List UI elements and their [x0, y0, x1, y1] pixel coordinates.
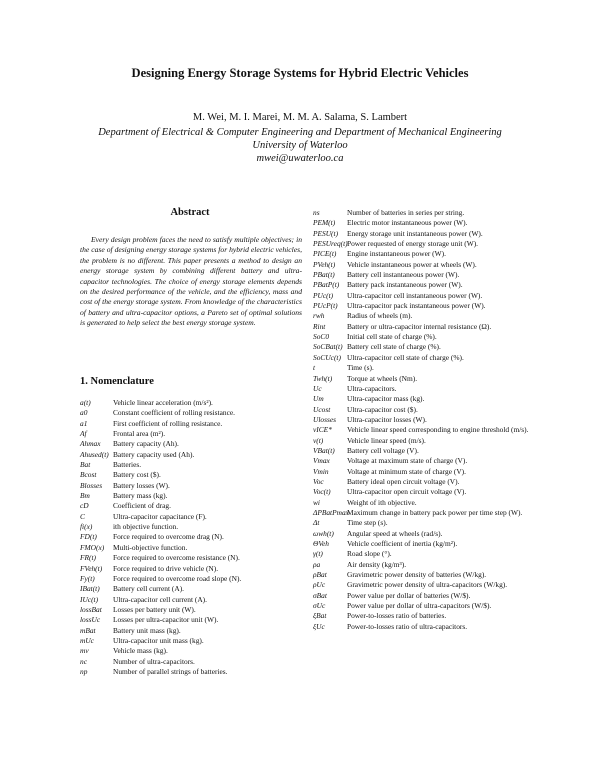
- nomenclature-entry: [80, 646, 304, 656]
- nomenclature-definition: Electric motor instantaneous power (W).: [347, 218, 468, 228]
- nomenclature-entry: [313, 446, 531, 456]
- nomenclature-definition: Gravimetric power density of batteries (W/kg).: [347, 570, 487, 580]
- nomenclature-symbol: lossUc: [80, 615, 101, 625]
- nomenclature-definition: Force required to overcome road slope (N).: [113, 573, 242, 583]
- nomenclature-symbol: FVeh(t): [80, 563, 103, 573]
- nomenclature-entry: [80, 450, 304, 460]
- nomenclature-symbol: VBat(t): [313, 445, 335, 455]
- nomenclature-symbol: mBat: [80, 625, 96, 635]
- nomenclature-symbol: σUc: [313, 601, 326, 611]
- nomenclature-symbol: ρUc: [313, 580, 326, 590]
- nomenclature-entry: [313, 622, 531, 632]
- nomenclature-entry: [80, 408, 304, 418]
- nomenclature-definition: Ultra-capacitor open circuit voltage (V).: [347, 487, 467, 497]
- nomenclature-symbol: Um: [313, 394, 324, 404]
- nomenclature-symbol: PVeh(t): [313, 259, 336, 269]
- nomenclature-definition: Ultra-capacitor capacitance (F).: [113, 511, 207, 521]
- abstract-heading: Abstract: [170, 207, 210, 218]
- nomenclature-definition: Ultra-capacitor pack instantaneous power (W).: [347, 301, 486, 311]
- nomenclature-entry: [313, 208, 531, 218]
- nomenclature-definition: Battery capacity (Ah).: [113, 439, 179, 449]
- nomenclature-entry: [313, 601, 531, 611]
- nomenclature-entry: [313, 394, 531, 404]
- nomenclature-definition: Power-to-losses ratio of batteries.: [347, 611, 447, 621]
- nomenclature-entry: [313, 467, 531, 477]
- nomenclature-definition: Ultra-capacitor cell state of charge (%).: [347, 352, 464, 362]
- nomenclature-definition: Power requested of energy storage unit (W).: [347, 239, 479, 249]
- nomenclature-definition: Number of ultra-capacitors.: [113, 656, 195, 666]
- nomenclature-symbol: PUcP(t): [313, 301, 338, 311]
- nomenclature-definition: Number of parallel strings of batteries.: [113, 666, 228, 676]
- nomenclature-symbol: ρa: [313, 559, 321, 569]
- nomenclature-symbol: ωwh(t): [313, 528, 334, 538]
- nomenclature-definition: Maximum change in battery pack power per time step (W).: [347, 507, 523, 517]
- nomenclature-symbol: cD: [80, 501, 89, 511]
- nomenclature-symbol: Fy(t): [80, 573, 95, 583]
- nomenclature-symbol: Vmax: [313, 456, 330, 466]
- nomenclature-entry: [313, 218, 531, 228]
- nomenclature-definition: Time (s).: [347, 363, 374, 373]
- nomenclature-symbol: Twh(t): [313, 373, 333, 383]
- nomenclature-symbol: lossBat: [80, 604, 102, 614]
- nomenclature-definition: Multi-objective function.: [113, 542, 188, 552]
- nomenclature-symbol: FD(t): [80, 532, 97, 542]
- nomenclature-symbol: Rint: [313, 321, 326, 331]
- nomenclature-definition: Gravimetric power density of ultra-capacitors (W/kg).: [347, 580, 508, 590]
- nomenclature-entry: [313, 405, 531, 415]
- nomenclature-entry: [313, 280, 531, 290]
- nomenclature-definition: Battery pack instantaneous power (W).: [347, 280, 463, 290]
- nomenclature-definition: Coefficient of drag.: [113, 501, 171, 511]
- nomenclature-entry: [313, 311, 531, 321]
- nomenclature-definition: Battery unit mass (kg).: [113, 625, 181, 635]
- paper-title: Designing Energy Storage Systems for Hybrid Electric Vehicles: [131, 66, 469, 80]
- university: University of Waterloo: [252, 140, 348, 151]
- nomenclature-entry: [313, 322, 531, 332]
- nomenclature-symbol: mv: [80, 646, 89, 656]
- nomenclature-definition: Losses per battery unit (W).: [113, 604, 196, 614]
- nomenclature-entry: [313, 415, 531, 425]
- nomenclature-entry: [313, 591, 531, 601]
- nomenclature-entry: [313, 560, 531, 570]
- nomenclature-definition: Ultra-capacitor losses (W).: [347, 414, 427, 424]
- nomenclature-symbol: np: [80, 666, 88, 676]
- nomenclature-entry: [80, 398, 304, 408]
- nomenclature-symbol: IUc(t): [80, 594, 99, 604]
- nomenclature-entry: [313, 332, 531, 342]
- nomenclature-symbol: Blosses: [80, 480, 103, 490]
- nomenclature-entry: [80, 615, 304, 625]
- nomenclature-definition: Ultra-capacitor mass (kg).: [347, 394, 425, 404]
- nomenclature-symbol: Bcost: [80, 470, 97, 480]
- nomenclature-symbol: FMO(x): [80, 542, 105, 552]
- nomenclature-entry: [313, 518, 531, 528]
- nomenclature-definition: ith objective function.: [113, 522, 179, 532]
- nomenclature-entry: [313, 249, 531, 259]
- nomenclature-definition: Radius of wheels (m).: [347, 311, 413, 321]
- nomenclature-symbol: IBat(t): [80, 584, 100, 594]
- nomenclature-entry: [80, 419, 304, 429]
- nomenclature-entry: [80, 501, 304, 511]
- nomenclature-symbol: PESU(t): [313, 228, 339, 238]
- nomenclature-symbol: Ulosses: [313, 414, 336, 424]
- nomenclature-symbol: PBat(t): [313, 270, 335, 280]
- nomenclature-entry: [80, 522, 304, 532]
- nomenclature-symbol: ns: [313, 208, 320, 217]
- affiliation: [0, 126, 600, 165]
- nomenclature-definition: Vehicle mass (kg).: [113, 646, 168, 656]
- nomenclature-entry: [313, 539, 531, 549]
- nomenclature-symbol: nc: [80, 656, 87, 666]
- nomenclature-entry: [313, 363, 531, 373]
- nomenclature-symbol: ΘVeh: [313, 539, 330, 548]
- nomenclature-entry: [80, 636, 304, 646]
- nomenclature-entry: [313, 342, 531, 352]
- nomenclature-symbol: SoCBat(t): [313, 342, 343, 352]
- nomenclature-entry: [313, 353, 531, 363]
- department: Department of Electrical & Computer Engineering and Department of Mechanical Engineering: [98, 127, 502, 138]
- nomenclature-entry: [313, 270, 531, 280]
- nomenclature-entry: [80, 532, 304, 542]
- nomenclature-definition: Ultra-capacitors.: [347, 383, 397, 393]
- nomenclature-symbol: PBatP(t): [313, 280, 340, 290]
- nomenclature-entry: [80, 605, 304, 615]
- nomenclature-list-right: [313, 208, 531, 632]
- nomenclature-symbol: fi(x): [80, 522, 93, 532]
- nomenclature-entry: [313, 570, 531, 580]
- nomenclature-symbol: PESUreq(t): [313, 239, 348, 249]
- nomenclature-definition: Ultra-capacitor cell current (A).: [113, 594, 207, 604]
- nomenclature-symbol: C: [80, 511, 85, 521]
- nomenclature-symbol: PEM(t): [313, 218, 336, 228]
- email: mwei@uwaterloo.ca: [256, 153, 344, 164]
- nomenclature-symbol: FR(t): [80, 553, 97, 563]
- nomenclature-definition: Power-to-losses ratio of ultra-capacitors.: [347, 621, 468, 631]
- nomenclature-definition: First coefficient of rolling resistance.: [113, 418, 223, 428]
- nomenclature-entry: [80, 460, 304, 470]
- nomenclature-entry: [313, 301, 531, 311]
- nomenclature-entry: [80, 512, 304, 522]
- nomenclature-definition: Battery cost ($).: [113, 470, 161, 480]
- nomenclature-definition: Batteries.: [113, 460, 142, 470]
- nomenclature-entry: [313, 611, 531, 621]
- nomenclature-definition: Torque at wheels (Nm).: [347, 373, 418, 383]
- nomenclature-entry: [80, 543, 304, 553]
- nomenclature-entry: [313, 260, 531, 270]
- nomenclature-entry: [80, 553, 304, 563]
- nomenclature-entry: [313, 436, 531, 446]
- nomenclature-definition: Constant coefficient of rolling resistance.: [113, 408, 235, 418]
- nomenclature-symbol: mUc: [80, 635, 94, 645]
- nomenclature-symbol: ξUc: [313, 621, 325, 631]
- nomenclature-entry: [313, 291, 531, 301]
- nomenclature-definition: Power value per dollar of ultra-capacitors (W/$).: [347, 601, 492, 611]
- nomenclature-symbol: Ucost: [313, 404, 331, 414]
- nomenclature-symbol: SoCUc(t): [313, 352, 341, 362]
- nomenclature-entry: [313, 456, 531, 466]
- nomenclature-definition: Losses per ultra-capacitor unit (W).: [113, 615, 219, 625]
- nomenclature-entry: [313, 239, 531, 249]
- nomenclature-definition: Battery capacity used (Ah).: [113, 449, 195, 459]
- nomenclature-definition: Battery ideal open circuit voltage (V).: [347, 476, 460, 486]
- nomenclature-entry: [313, 580, 531, 590]
- nomenclature-entry: [313, 487, 531, 497]
- nomenclature-definition: Angular speed at wheels (rad/s).: [347, 528, 443, 538]
- nomenclature-definition: Battery cell current (A).: [113, 584, 184, 594]
- nomenclature-entry: [313, 425, 531, 435]
- nomenclature-symbol: rwh: [313, 311, 325, 321]
- nomenclature-entry: [313, 529, 531, 539]
- nomenclature-symbol: ξBat: [313, 611, 327, 621]
- nomenclature-symbol: a(t): [80, 398, 91, 407]
- nomenclature-symbol: PICE(t): [313, 249, 337, 259]
- nomenclature-definition: Vehicle linear acceleration (m/s²).: [113, 398, 213, 407]
- nomenclature-entry: [313, 508, 531, 518]
- nomenclature-definition: Weight of ith objective.: [347, 497, 417, 507]
- nomenclature-definition: Battery mass (kg).: [113, 491, 168, 501]
- nomenclature-entry: [80, 491, 304, 501]
- nomenclature-entry: [80, 429, 304, 439]
- nomenclature-entry: [80, 564, 304, 574]
- nomenclature-definition: Battery cell state of charge (%).: [347, 342, 441, 352]
- nomenclature-definition: Energy storage unit instantaneous power (W).: [347, 228, 483, 238]
- nomenclature-symbol: γ(t): [313, 549, 323, 559]
- nomenclature-entry: [313, 229, 531, 239]
- nomenclature-entry: [80, 574, 304, 584]
- nomenclature-entry: [80, 439, 304, 449]
- nomenclature-symbol: Voc: [313, 476, 324, 486]
- nomenclature-definition: Road slope (°).: [347, 549, 392, 559]
- nomenclature-symbol: v(t): [313, 435, 324, 445]
- nomenclature-entry: [313, 498, 531, 508]
- nomenclature-symbol: Ahmax: [80, 439, 101, 449]
- nomenclature-symbol: Uc: [313, 383, 322, 393]
- nomenclature-entry: [313, 384, 531, 394]
- nomenclature-symbol: a1: [80, 418, 88, 428]
- nomenclature-list-left: [80, 398, 304, 677]
- nomenclature-definition: Ultra-capacitor unit mass (kg).: [113, 635, 204, 645]
- nomenclature-symbol: σBat: [313, 590, 327, 600]
- nomenclature-symbol: Voc(t): [313, 487, 331, 497]
- nomenclature-definition: Force required to overcome resistance (N).: [113, 553, 240, 563]
- nomenclature-definition: Number of batteries in series per string.: [347, 208, 465, 217]
- nomenclature-symbol: wi: [313, 497, 320, 507]
- abstract-text: Every design problem faces the need to satisfy multiple objectives; in the case of designing energy storage systems for hybrid electric vehicles, the problem is no different. This paper presents a method to design an energy storage system by combining different battery and ultra-capacitor technologies. The choice of energy storage elements depends on the desired performance of the vehicle, and the efficiency, mass and cost of the energy storage system. From knowledge of the characteristics of battery and ultra-capacitor options, a Pareto set of optimal solutions is generated to help select the best energy storage system.: [80, 235, 302, 328]
- nomenclature-symbol: Δt: [313, 518, 320, 528]
- nomenclature-definition: Engine instantaneous power (W).: [347, 249, 446, 259]
- nomenclature-definition: Voltage at minimum state of charge (V).: [347, 466, 466, 476]
- nomenclature-symbol: Af: [80, 429, 87, 439]
- nomenclature-definition: Vehicle coefficient of inertia (kg/m²).: [347, 539, 458, 548]
- nomenclature-definition: Battery or ultra-capacitor internal resistance (Ω).: [347, 321, 492, 331]
- nomenclature-entry: [80, 481, 304, 491]
- nomenclature-symbol: Vmin: [313, 466, 329, 476]
- author-list: M. Wei, M. I. Marei, M. M. A. Salama, S. Lambert: [192, 112, 408, 123]
- nomenclature-definition: Battery cell instantaneous power (W).: [347, 270, 460, 280]
- nomenclature-symbol: Bm: [80, 491, 90, 501]
- nomenclature-definition: Initial cell state of charge (%).: [347, 332, 437, 342]
- nomenclature-symbol: SoC0: [313, 332, 330, 342]
- nomenclature-entry: [80, 595, 304, 605]
- nomenclature-definition: Battery cell voltage (V).: [347, 445, 419, 455]
- nomenclature-definition: Ultra-capacitor cell instantaneous power (W).: [347, 290, 483, 300]
- nomenclature-symbol: ρBat: [313, 570, 327, 580]
- nomenclature-definition: Ultra-capacitor cost ($).: [347, 404, 418, 414]
- nomenclature-entry: [313, 477, 531, 487]
- nomenclature-definition: Force required to drive vehicle (N).: [113, 563, 219, 573]
- nomenclature-heading: 1. Nomenclature: [80, 376, 154, 387]
- nomenclature-definition: Voltage at maximum state of charge (V).: [347, 456, 468, 466]
- nomenclature-entry: [313, 374, 531, 384]
- nomenclature-symbol: a0: [80, 408, 88, 418]
- nomenclature-entry: [313, 549, 531, 559]
- nomenclature-symbol: ΔPBatPmax: [313, 507, 349, 517]
- nomenclature-symbol: t: [313, 363, 316, 373]
- nomenclature-definition: Frontal area (m²).: [113, 429, 166, 439]
- nomenclature-entry: [80, 626, 304, 636]
- nomenclature-definition: Power value per dollar of batteries (W/$).: [347, 590, 471, 600]
- nomenclature-entry: [80, 667, 304, 677]
- nomenclature-definition: Air density (kg/m³).: [347, 559, 407, 569]
- nomenclature-definition: Vehicle instantaneous power at wheels (W).: [347, 259, 477, 269]
- nomenclature-entry: [80, 470, 304, 480]
- nomenclature-definition: Time step (s).: [347, 518, 388, 528]
- nomenclature-symbol: Bat: [80, 460, 91, 470]
- nomenclature-entry: [80, 584, 304, 594]
- nomenclature-entry: [80, 657, 304, 667]
- nomenclature-symbol: Ahused(t): [80, 449, 109, 459]
- nomenclature-definition: Force required to overcome drag (N).: [113, 532, 224, 542]
- nomenclature-symbol: PUc(t): [313, 290, 334, 300]
- nomenclature-definition: Vehicle linear speed corresponding to engine threshold (m/s).: [347, 425, 529, 435]
- nomenclature-symbol: vICE*: [313, 425, 332, 435]
- nomenclature-definition: Vehicle linear speed (m/s).: [347, 435, 426, 445]
- nomenclature-definition: Battery losses (W).: [113, 480, 170, 490]
